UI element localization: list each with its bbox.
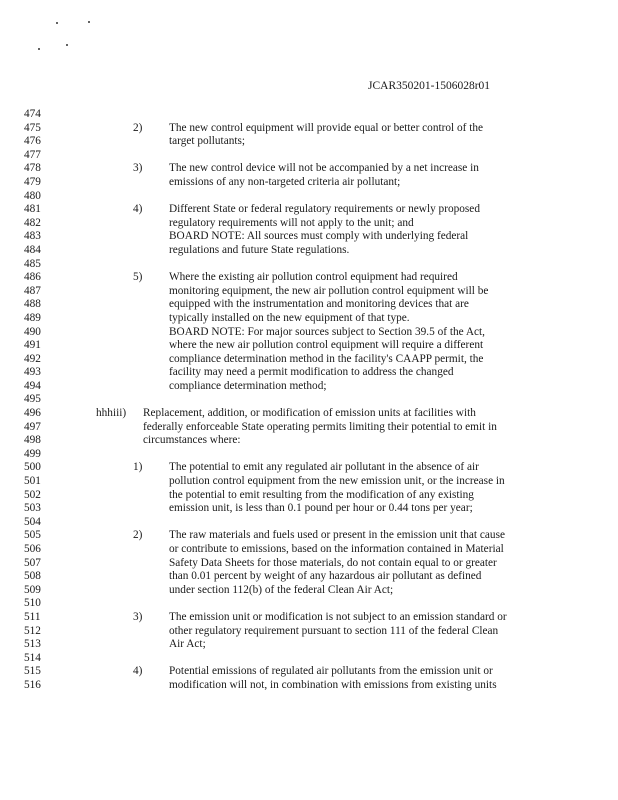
text-line: facility may need a permit modification to address the changed <box>169 366 454 379</box>
line-number: 499 <box>24 447 41 460</box>
item-text <box>169 665 531 692</box>
line-number: 513 <box>24 638 41 651</box>
text-line: emission unit, is less than 0.1 pound per hour or 0.44 tons per year; <box>169 502 473 515</box>
line-number: 493 <box>24 366 41 379</box>
line-number: 505 <box>24 529 41 542</box>
line-number: 497 <box>24 420 41 433</box>
line-number: 511 <box>24 610 41 623</box>
item-text <box>169 122 531 149</box>
text-line: Potential emissions of regulated air pollutants from the emission unit or <box>169 665 493 678</box>
text-line: where the new air pollution control equipment will require a different <box>169 339 484 352</box>
text-line: the potential to emit resulting from the modification of any existing <box>169 488 474 501</box>
line-number: 480 <box>24 189 41 202</box>
line-number: 502 <box>24 488 41 501</box>
line-number: 498 <box>24 434 41 447</box>
text-line: The potential to emit any regulated air pollutant in the absence of air <box>169 461 479 474</box>
scan-speck <box>66 44 68 46</box>
line-number: 481 <box>24 203 41 216</box>
text-line: The raw materials and fuels used or present in the emission unit that cause <box>169 529 505 542</box>
subsection-item <box>0 271 618 393</box>
line-number: 476 <box>24 135 41 148</box>
subsection-heading <box>0 407 618 448</box>
text-line: regulatory requirements will not apply to the unit; and <box>169 216 414 229</box>
item-text <box>169 203 531 257</box>
text-line: Replacement, addition, or modification of emission units at facilities with <box>143 407 476 420</box>
item-text <box>169 529 531 597</box>
item-number: 2) <box>133 121 143 134</box>
text-line: Safety Data Sheets for those materials, do not contain equal to or greater <box>169 556 497 569</box>
text-line: The new control device will not be accompanied by a net increase in <box>169 162 479 175</box>
item-text <box>169 461 531 515</box>
line-number: 478 <box>24 162 41 175</box>
line-number: 485 <box>24 257 41 270</box>
text-line: emissions of any non-targeted criteria air pollutant; <box>169 175 401 188</box>
line-number: 477 <box>24 148 41 161</box>
text-line: The emission unit or modification is not subject to an emission standard or <box>169 610 507 623</box>
scan-speck <box>88 21 90 23</box>
line-number: 503 <box>24 502 41 515</box>
line-number: 475 <box>24 121 41 134</box>
document-body <box>0 108 618 693</box>
subsection-item <box>0 611 618 652</box>
line-number: 509 <box>24 583 41 596</box>
item-text <box>169 611 531 652</box>
text-line: monitoring equipment, the new air pollution control equipment will be <box>169 284 489 297</box>
text-line: than 0.01 percent by weight of any hazardous air pollutant as defined <box>169 570 482 583</box>
item-number: 2) <box>133 529 143 542</box>
subsection-item <box>0 665 618 692</box>
text-line: typically installed on the new equipment of that type. <box>169 311 410 324</box>
subsection-item <box>0 529 618 597</box>
board-note: BOARD NOTE: For major sources subject to Section 39.5 of the Act, <box>169 325 485 338</box>
text-line: The new control equipment will provide equal or better control of the <box>169 121 484 134</box>
text-line: pollution control equipment from the new emission unit, or the increase in <box>169 475 505 488</box>
item-number: 1) <box>133 461 143 474</box>
text-line: equipped with the instrumentation and monitoring devices that are <box>169 298 469 311</box>
item-number: 5) <box>133 271 143 284</box>
line-number: 512 <box>24 624 41 637</box>
text-line: under section 112(b) of the federal Clean Air Act; <box>169 583 394 596</box>
line-number: 506 <box>24 543 41 555</box>
line-number: 488 <box>24 298 41 311</box>
line-number: 474 <box>24 108 41 120</box>
line-number: 500 <box>24 461 41 474</box>
line-number: 504 <box>24 515 41 528</box>
text-line: circumstances where: <box>143 434 241 447</box>
line-number: 507 <box>24 556 41 569</box>
text-line: or contribute to emissions, based on the information contained in Material <box>169 543 504 555</box>
subsection-item <box>0 162 618 189</box>
line-number: 495 <box>24 393 41 406</box>
text-line: Different State or federal regulatory requirements or newly proposed <box>169 203 480 216</box>
item-number: 4) <box>133 203 143 216</box>
item-number: hhhiii) <box>96 407 127 420</box>
text-line: modification will not, in combination with emissions from existing units <box>169 678 497 691</box>
line-number: 489 <box>24 311 41 324</box>
item-number: 4) <box>133 665 143 678</box>
line-number: 482 <box>24 216 41 229</box>
line-number: 479 <box>24 175 41 188</box>
text-line: target pollutants; <box>169 135 246 148</box>
line-number: 510 <box>24 597 41 610</box>
subsection-item <box>0 203 618 257</box>
line-number: 492 <box>24 352 41 365</box>
line-number: 487 <box>24 284 41 297</box>
line-number: 496 <box>24 407 41 420</box>
line-number: 491 <box>24 339 41 352</box>
text-line: Air Act; <box>169 638 206 651</box>
item-number: 3) <box>133 610 143 623</box>
line-number: 494 <box>24 379 41 392</box>
text-line: compliance determination method; <box>169 379 327 392</box>
text-line: regulations and future State regulations. <box>169 243 350 256</box>
item-text <box>143 407 531 448</box>
line-number: 486 <box>24 271 41 284</box>
line-number: 501 <box>24 475 41 488</box>
line-number: 508 <box>24 570 41 583</box>
scan-speck <box>38 48 40 50</box>
subsection-item <box>0 122 618 149</box>
line-number: 515 <box>24 665 41 678</box>
text-line: Where the existing air pollution control equipment had required <box>169 271 458 284</box>
board-note: BOARD NOTE: All sources must comply with underlying federal <box>169 230 469 243</box>
line-number: 516 <box>24 678 41 691</box>
text-line: other regulatory requirement pursuant to section 111 of the federal Clean <box>169 624 499 637</box>
line-number: 490 <box>24 325 41 338</box>
item-text <box>169 162 531 189</box>
line-number: 483 <box>24 230 41 243</box>
scan-speck <box>56 22 58 24</box>
item-number: 3) <box>133 162 143 175</box>
text-line: federally enforceable State operating permits limiting their potential to emit in <box>143 420 497 433</box>
item-text <box>169 271 531 393</box>
document-id: JCAR350201-1506028r01 <box>368 80 491 92</box>
text-line: compliance determination method in the facility's CAAPP permit, the <box>169 352 484 365</box>
subsection-item <box>0 461 618 515</box>
line-number: 484 <box>24 243 41 256</box>
line-number: 514 <box>24 651 41 664</box>
